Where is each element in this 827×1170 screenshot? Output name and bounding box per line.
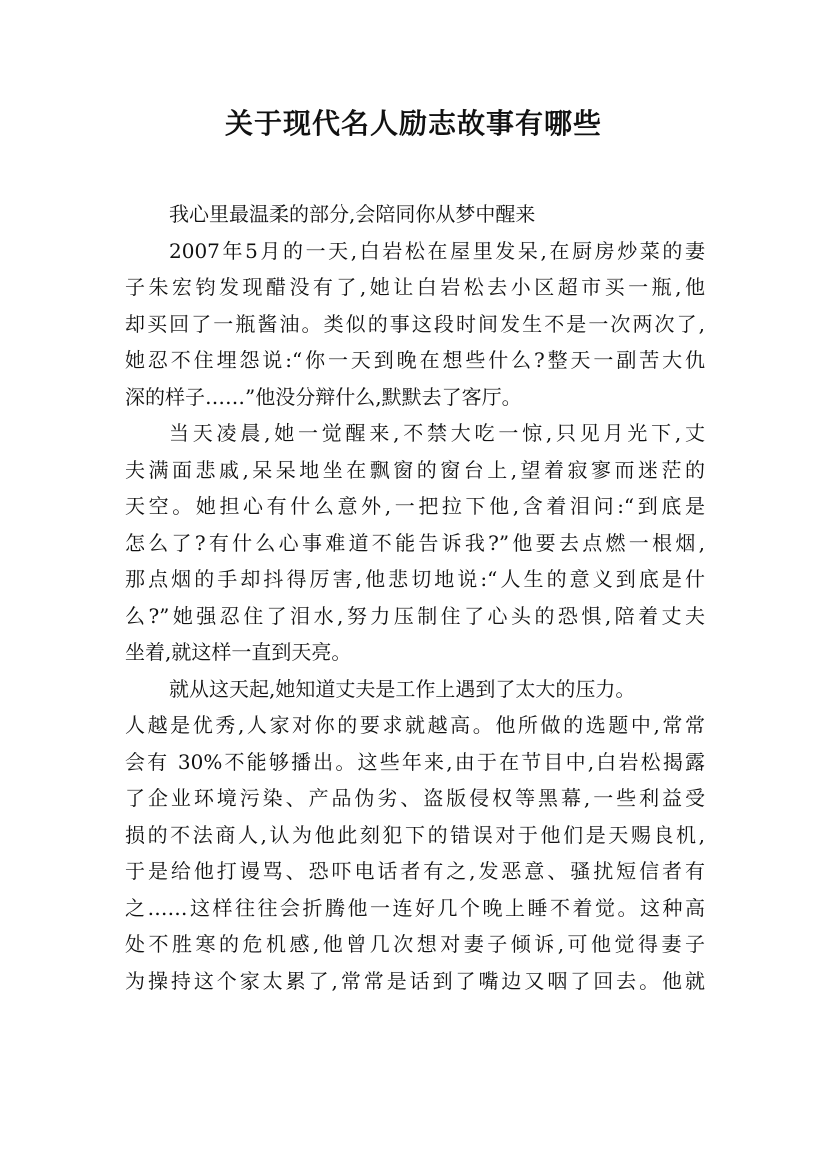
text-line: 却买回了一瓶酱油。类似的事这段时间发生不是一次两次了,: [125, 311, 705, 336]
text-line: 么?”她强忍住了泪水,努力压制住了心头的恐惧,陪着丈夫: [125, 603, 705, 628]
text-line: 了企业环境污染、产品伪劣、盗版侵权等黑幕,一些利益受: [125, 786, 705, 810]
text-line: 夫满面悲戚,呆呆地坐在飘窗的窗台上,望着寂寥而迷茫的: [125, 457, 705, 482]
text-line: 之……这样往往会折腾他一连好几个晚上睡不着觉。这种高: [125, 895, 705, 920]
text-line: 于是给他打谩骂、恐吓电话者有之,发恶意、骚扰短信者有: [125, 859, 705, 883]
text-line: 为操持这个家太累了,常常是话到了嘴边又咽了回去。他就: [125, 968, 705, 993]
text-line: 坐着,就这样一直到天亮。: [125, 640, 352, 664]
text-line: 我心里最温柔的部分,会陪同你从梦中醒来: [169, 202, 536, 226]
text-line: 怎么了?有什么心事难道不能告诉我?”他要去点燃一根烟,: [125, 530, 705, 555]
text-line: 她忍不住埋怨说:“你一天到晚在想些什么?整天一副苦大仇: [125, 348, 705, 372]
text-line: 损的不法商人,认为他此刻犯下的错误对于他们是天赐良机,: [125, 822, 705, 847]
text-line: 会有 30%不能够播出。这些年来,由于在节目中,白岩松揭露: [125, 749, 705, 774]
text-line: 当天凌晨,她一觉醒来,不禁大吃一惊,只见月光下,丈: [169, 421, 705, 445]
text-line: 人越是优秀,人家对你的要求就越高。他所做的选题中,常常: [125, 713, 705, 737]
text-line: 深的样子……”他没分辩什么,默默去了客厅。: [125, 384, 522, 409]
document-title: 关于现代名人励志故事有哪些: [224, 107, 602, 140]
text-line: 处不胜寒的危机感,他曾几次想对妻子倾诉,可他觉得妻子: [125, 932, 705, 956]
text-line: 天空。她担心有什么意外,一把拉下他,含着泪问:“到底是: [125, 494, 705, 518]
text-line: 那点烟的手却抖得厉害,他悲切地说:“人生的意义到底是什: [125, 567, 705, 591]
text-line: 子朱宏钧发现醋没有了,她让白岩松去小区超市买一瓶,他: [125, 275, 705, 299]
document-body: [125, 196, 705, 999]
text-line: 就从这天起,她知道丈夫是工作上遇到了太大的压力。: [169, 676, 636, 701]
text-line: 2007年5月的一天,白岩松在屋里发呆,在厨房炒菜的妻: [169, 238, 705, 263]
